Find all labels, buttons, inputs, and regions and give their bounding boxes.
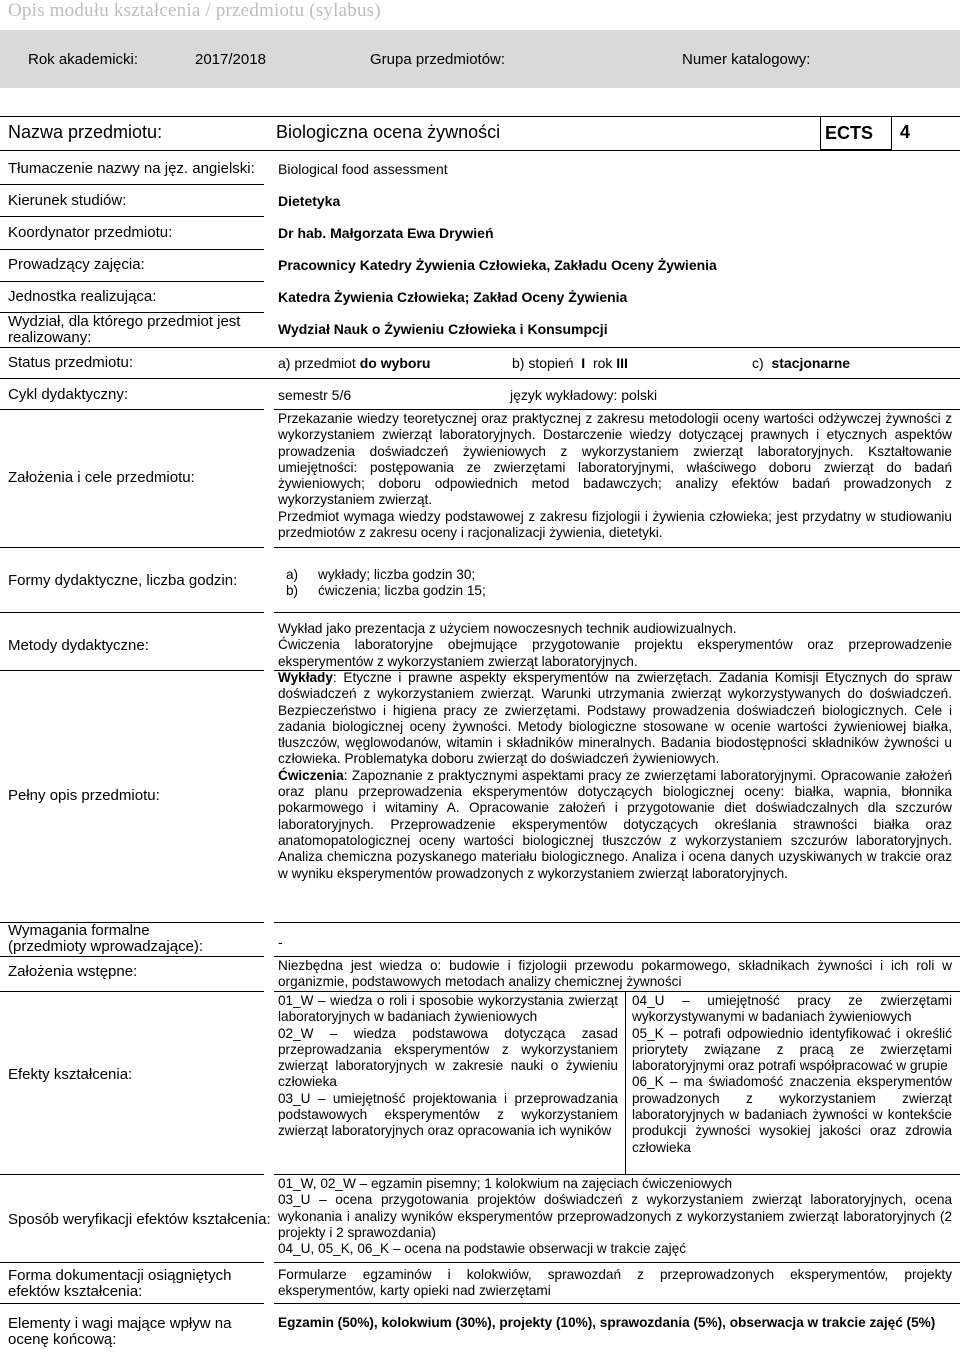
sposob-text bbox=[278, 1176, 952, 1257]
formy-b-text: ćwiczenia; liczba godzin 15; bbox=[318, 583, 486, 598]
tlumaczenie-label: Tłumaczenie nazwy na jęz. angielski: bbox=[8, 160, 255, 177]
sposob-line3: 04_U, 05_K, 06_K – ocena na podstawie obserwacji w trakcie zajęć bbox=[278, 1241, 687, 1257]
divider bbox=[0, 216, 264, 217]
divider bbox=[0, 347, 960, 348]
status-label: Status przedmiotu: bbox=[8, 354, 134, 371]
wymagania-value: - bbox=[278, 934, 283, 950]
cykl-label: Cykl dydaktyczny: bbox=[8, 386, 129, 403]
status-b bbox=[512, 355, 628, 371]
sposob-line1: 01_W, 02_W – egzamin pisemny; 1 kolokwium na zajęciach ćwiczeniowych bbox=[278, 1176, 733, 1191]
forma-dok-label-2: efektów kształcenia: bbox=[8, 1283, 143, 1300]
nazwa-value: Biologiczna ocena żywności bbox=[276, 122, 501, 142]
document-title: Opis modułu kształcenia / przedmiotu (sylabus) bbox=[8, 0, 381, 21]
divider bbox=[0, 409, 264, 410]
sposob-line2: 03_U – ocena przygotowania projektów doświadczeń z wykorzystaniem zwierząt laboratoryjnych, ocena wykonania i analizy wyników eksperymentów przeprowadzonych z wykorzystaniem zwierząt laboratoryjnych (2 projekty i 2 sprawozdania) bbox=[278, 1192, 952, 1240]
divider bbox=[0, 281, 264, 282]
pelny-opis-wyklady bbox=[278, 670, 952, 768]
status-a-prefix: a) przedmiot bbox=[278, 355, 356, 371]
status-b-stopien: I bbox=[581, 355, 586, 371]
prowadzacy-label: Prowadzący zajęcia: bbox=[8, 256, 145, 273]
divider bbox=[274, 612, 960, 613]
jednostka-value: Katedra Żywienia Człowieka; Zakład Oceny Żywienia bbox=[278, 289, 628, 305]
rok-label: Rok akademicki: bbox=[28, 50, 139, 68]
divider bbox=[274, 547, 960, 548]
kierunek-value: Dietetyka bbox=[278, 193, 341, 209]
koordynator-label: Koordynator przedmiotu: bbox=[8, 224, 173, 241]
status-b-prefix: b) stopień bbox=[512, 355, 574, 371]
nazwa-label: Nazwa przedmiotu: bbox=[8, 122, 163, 142]
divider bbox=[0, 991, 264, 992]
formy-a-letter: a) bbox=[286, 567, 299, 582]
efekt-06k: 06_K – ma świadomość znaczenia eksperymentów prowadzonych z wykorzystaniem zwierząt laboratoryjnych w badaniach żywności w kontekście produkcji żywności wysokiej jakości oraz zdrowia człowieka bbox=[632, 1074, 952, 1155]
zalozenia-cele-label: Założenia i cele przedmiotu: bbox=[8, 469, 195, 486]
wydzial-value: Wydział Nauk o Żywieniu Człowieka i Konsumpcji bbox=[278, 321, 608, 337]
divider bbox=[0, 670, 264, 671]
status-c-value: stacjonarne bbox=[771, 355, 851, 371]
status-a-value: do wyboru bbox=[359, 355, 431, 371]
cykl-value: semestr 5/6 bbox=[278, 387, 352, 403]
efekt-05k: 05_K – potrafi odpowiednio identyfikować i określić priorytety związane z pracą ze zwierzętami laboratoryjnymi oraz potrafi współpracować w grupie bbox=[632, 1025, 952, 1074]
divider bbox=[274, 1174, 960, 1175]
efekt-04u: 04_U – umiejętność pracy ze zwierzętami wykorzystywanymi w badaniach żywieniowych bbox=[632, 993, 952, 1025]
cwiczenia-text: : Zapoznanie z praktycznymi aspektami pracy ze zwierzętami laboratoryjnymi. Opracowanie założeń oraz planu przeprowadzenia eksperymentów dotyczących biologicznej oceny: białka, wapnia, błonnika pokarmowego i witaminy A. Opracowanie założeń i przygotowanie diet doświadczalnych dla szczurów laboratoryjnych. Przeprowadzenie eksperymentów dotyczących określania strawności białka oraz anatomopatologicznej oceny wartości biologicznej tłuszczów z wykorzystaniem szczurów laboratoryjnych. Analiza chemiczna pozyskanego materiału biologicznego. Analiza i ocena danych uzyskiwanych w trakcie oraz w wyniku eksperymentów prowadzonych z wykorzystaniem zwierząt laboratoryjnych. bbox=[278, 767, 952, 881]
tlumaczenie-value: Biological food assessment bbox=[278, 161, 448, 177]
divider bbox=[0, 1174, 264, 1175]
prowadzacy-value: Pracownicy Katedry Żywienia Człowieka, Zakładu Oceny Żywienia bbox=[278, 257, 717, 273]
zalozenia-cele-p2: Przedmiot wymaga wiedzy podstawowej z zakresu fizjologii i żywienia człowieka; jest przydatny w studiowaniu przedmiotów z zakresu oceny i racjonalizacji żywienia, dietetyki. bbox=[278, 508, 952, 541]
divider bbox=[274, 956, 960, 957]
formy-a-text: wykłady; liczba godzin 30; bbox=[318, 567, 476, 582]
divider bbox=[274, 409, 960, 410]
divider bbox=[274, 1262, 960, 1263]
jezyk-value: język wykładowy: polski bbox=[510, 387, 658, 403]
metody-line1: Wykład jako prezentacja z użyciem nowoczesnych technik audiowizualnych. bbox=[278, 621, 737, 636]
pelny-opis-cwiczenia bbox=[278, 768, 952, 882]
divider bbox=[0, 378, 960, 379]
status-b-rok: rok bbox=[592, 355, 613, 371]
wyklady-text: : Etyczne i prawne aspekty eksperymentów na zwierzętach. Zadania Komisji Etycznych do spraw doświadczeń z wykorzystaniem zwierząt. Warunki utrzymania zwierząt wykorzystywanych do doświadczeń. Bezpieczeństwo i higiena pracy ze zwierzętami. Podstawy prowadzenia doświadczeń biologicznych. Cele i zadania biologicznej oceny żywności. Metody biologiczne stosowane w ocenie wartości żywieniowej białka, tłuszczów, węglowodanów, witamin i składników mineralnych. Badania biodostępności składników żywności u człowieka. Problematyka doboru zwierząt do doświadczeń żywieniowych. bbox=[278, 670, 952, 767]
metody-line2: Ćwiczenia laboratoryjne obejmujące przygotowanie projektu eksperymentów oraz przeprowadzenie eksperymentów z wykorzystaniem zwierząt laboratoryjnych. bbox=[278, 637, 952, 669]
rok-value: 2017/2018 bbox=[195, 50, 266, 68]
elementy-label-1: Elementy i wagi mające wpływ na bbox=[8, 1315, 232, 1332]
sposob-label: Sposób weryfikacji efektów kształcenia: bbox=[8, 1211, 271, 1228]
efekty-right bbox=[632, 993, 952, 1156]
divider bbox=[0, 547, 264, 548]
zalozenia-wstepne-value: Niezbędna jest wiedza o: budowie i fizjologii przewodu pokarmowego, składnikach żywności i ich roli w organizmie, podstawowych metodach analizy chemicznej żywności bbox=[278, 958, 952, 990]
divider bbox=[0, 612, 264, 613]
efekt-02w: 02_W – wiedza podstawowa dotycząca zasad przeprowadzania eksperymentów z wykorzystaniem zwierząt laboratoryjnych w zakresie nauki o żywieniu człowieka bbox=[278, 1025, 618, 1090]
ects-box bbox=[820, 116, 892, 150]
numer-label: Numer katalogowy: bbox=[682, 50, 811, 68]
wyklady-heading: Wykłady bbox=[278, 670, 333, 685]
divider bbox=[0, 956, 264, 957]
ects-label: ECTS bbox=[825, 122, 874, 143]
ects-value: 4 bbox=[900, 122, 911, 142]
pelny-opis-label: Pełny opis przedmiotu: bbox=[8, 787, 160, 804]
wydzial-label-2: realizowany: bbox=[8, 329, 92, 346]
divider bbox=[625, 991, 626, 1174]
status-c-prefix: c) bbox=[752, 355, 764, 371]
divider bbox=[0, 184, 264, 185]
wymagania-label-2: (przedmioty wprowadzające): bbox=[8, 938, 204, 955]
divider bbox=[0, 150, 960, 151]
formy-b bbox=[286, 583, 486, 599]
header-bar bbox=[0, 30, 960, 88]
metody-text bbox=[278, 621, 952, 670]
forma-dok-value: Formularze egzaminów i kolokwiów, sprawozdań z przeprowadzonych eksperymentów, projekty eksperymentów, karty opieki nad zwierzętami bbox=[278, 1267, 952, 1299]
divider bbox=[0, 1303, 264, 1304]
zalozenia-wstepne-label: Założenia wstępne: bbox=[8, 963, 138, 980]
efekt-01w: 01_W – wiedza o roli i sposobie wykorzystania zwierząt laboratoryjnych w badaniach żywieniowych bbox=[278, 993, 618, 1025]
grupa-label: Grupa przedmiotów: bbox=[370, 50, 506, 68]
zalozenia-cele-p1: Przekazanie wiedzy teoretycznej oraz praktycznej z zakresu metodologii oceny wartości odżywczej żywności z wykorzystaniem zwierząt laboratoryjnych. Dostarczenie wiedzy dotyczącej prawnych i etycznych aspektów prowadzenia doświadczeń żywieniowych z wykorzystaniem zwierząt laboratoryjnych. Kształtowanie umiejętności: postępowania ze zwierzętami laboratoryjnymi, właściwego doboru zwierząt do badań żywieniowych; doboru odpowiednich metod badawczych; analizy efektów badań prowadzonych z wykorzystaniem zwierząt. bbox=[278, 411, 952, 508]
formy-b-letter: b) bbox=[286, 583, 299, 598]
formy-label: Formy dydaktyczne, liczba godzin: bbox=[8, 572, 238, 589]
zalozenia-cele-text bbox=[278, 411, 952, 541]
formy-a bbox=[286, 567, 475, 583]
divider bbox=[0, 116, 960, 117]
elementy-value: Egzamin (50%), kolokwium (30%), projekty (10%), sprawozdania (5%), obserwacja w trakcie zajęć (5%) bbox=[278, 1315, 936, 1330]
status-a bbox=[278, 355, 430, 371]
divider bbox=[274, 922, 960, 923]
divider bbox=[274, 991, 960, 992]
divider bbox=[0, 249, 264, 250]
metody-label: Metody dydaktyczne: bbox=[8, 637, 149, 654]
efekty-left bbox=[278, 993, 618, 1140]
efekty-label: Efekty kształcenia: bbox=[8, 1066, 133, 1083]
elementy-label-2: ocenę końcową: bbox=[8, 1331, 117, 1348]
forma-dok-label-1: Forma dokumentacji osiągniętych bbox=[8, 1267, 232, 1284]
status-b-rok-value: III bbox=[616, 355, 628, 371]
status-c bbox=[752, 355, 850, 371]
pelny-opis-text bbox=[278, 670, 952, 882]
koordynator-value: Dr hab. Małgorzata Ewa Drywień bbox=[278, 225, 494, 241]
divider bbox=[274, 1303, 960, 1304]
wymagania-label-1: Wymagania formalne bbox=[8, 922, 150, 939]
kierunek-label: Kierunek studiów: bbox=[8, 192, 127, 209]
wydzial-label-1: Wydział, dla którego przedmiot jest bbox=[8, 313, 241, 330]
efekt-03u: 03_U – umiejętność projektowania i przeprowadzania podstawowych eksperymentów z wykorzystaniem zwierząt laboratoryjnych oraz opracowania ich wyników bbox=[278, 1090, 618, 1139]
cwiczenia-heading: Ćwiczenia bbox=[278, 767, 344, 783]
divider bbox=[0, 1262, 264, 1263]
jednostka-label: Jednostka realizująca: bbox=[8, 288, 157, 305]
